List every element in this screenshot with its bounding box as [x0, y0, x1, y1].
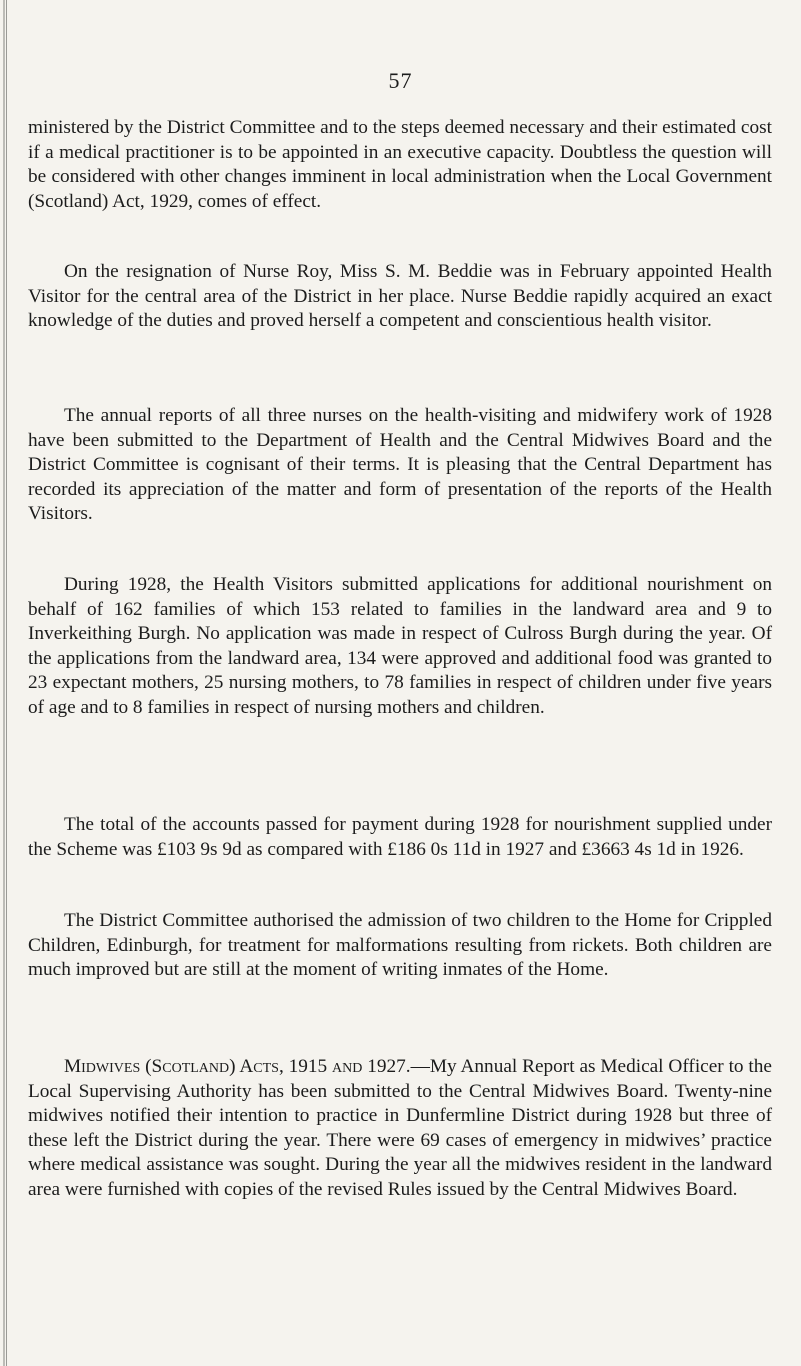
paragraph-continued-administration	[28, 116, 772, 214]
paragraph-midwives-acts	[28, 1055, 772, 1203]
section-body: —My Annual Report as Medical Officer to the Local Supervising Authority has been submitted to the Central Midwives Board. Twenty-nine midwives notified their intention to practice in Dunfermline District during 1928 but three of these left the District during the year. There were 69 cases of emergency in midwives’ practice where medical assistance was sought. During the year all the midwives resident in the landward area were furnished with copies of the revised Rules issued by the Central Midwives Board.	[28, 1056, 772, 1200]
paragraph-text: ministered by the District Committee and to the steps deemed necessary and their estimated cost if a medical practitioner is to be appointed in an executive capacity. Doubtless the question will be considered with other changes imminent in local administration when the Local Government (Scotland) Act, 1929, comes of effect.	[28, 117, 772, 212]
paragraph-text	[28, 1055, 772, 1203]
page-number: 57	[388, 68, 413, 93]
page-gutter-edge	[6, 0, 7, 1366]
page-gutter-shadow	[3, 0, 5, 1366]
section-heading: Midwives (Scotland) Acts, 1915 and 1927.	[64, 1056, 411, 1077]
paragraph-accounts-total	[28, 813, 772, 862]
paragraph-text: During 1928, the Health Visitors submitted applications for additional nourishment on behalf of 162 families of which 153 related to families in the landward area and 9 to Inverkeithing Burgh. No application was made in respect of Culross Burgh during the year. Of the applications from the landward area, 134 were approved and additional food was granted to 23 expectant mothers, 25 nursing mothers, to 78 families in respect of children under five years of age and to 8 families in respect of nursing mothers and children.	[28, 574, 772, 718]
paragraph-additional-nourishment	[28, 573, 772, 721]
paragraph-crippled-children	[28, 909, 772, 983]
paragraph-annual-reports	[28, 404, 772, 527]
paragraph-text: The District Committee authorised the admission of two children to the Home for Crippled Children, Edinburgh, for treatment for malformations resulting from rickets. Both children are much improved but are still at the moment of writing inmates of the Home.	[28, 910, 772, 981]
paragraph-text: On the resignation of Nurse Roy, Miss S. M. Beddie was in February appointed Health Visitor for the central area of the District in her place. Nurse Beddie rapidly acquired an exact knowledge of the duties and proved herself a competent and conscientious health visitor.	[28, 261, 772, 332]
paragraph-text: The total of the accounts passed for payment during 1928 for nourishment supplied under the Scheme was £103 9s 9d as compared with £186 0s 11d in 1927 and £3663 4s 1d in 1926.	[28, 814, 772, 860]
paragraph-nurse-beddie	[28, 260, 772, 334]
paragraph-text: The annual reports of all three nurses on the health-visiting and midwifery work of 1928 have been submitted to the Department of Health and the Central Midwives Board and the District Committee is cognisant of their terms. It is pleasing that the Central Department has recorded its appreciation of the matter and form of presentation of the reports of the Health Visitors.	[28, 405, 772, 525]
